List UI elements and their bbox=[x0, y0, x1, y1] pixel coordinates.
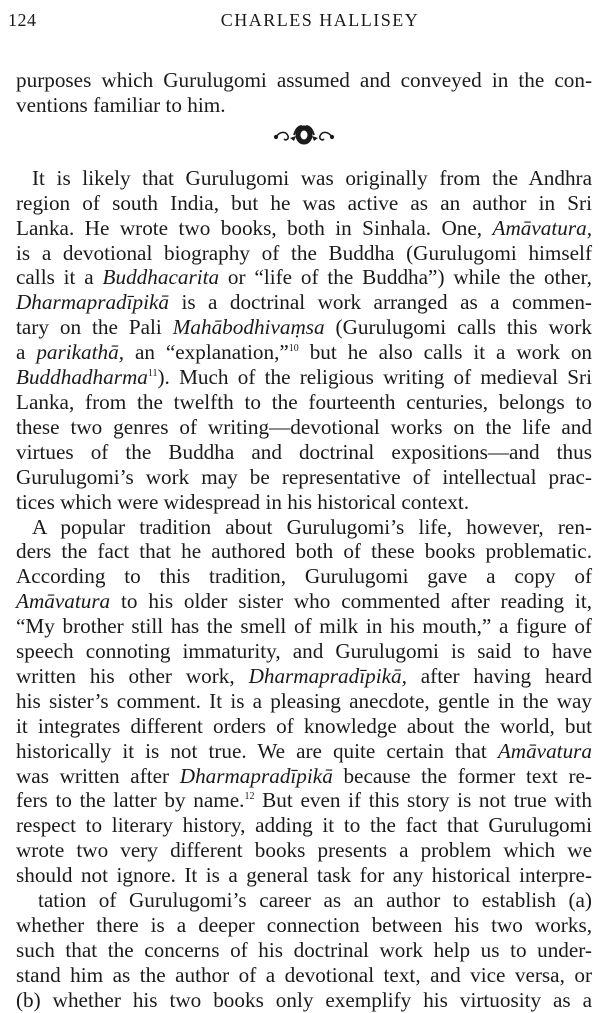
text-line: Lanka. He wrote two books, both in Sinhala. One, Amāvatura, bbox=[16, 215, 592, 240]
text-line: virtues of the Buddha and doctrinal expositions—and thus bbox=[16, 439, 592, 464]
running-head: CHARLES HALLISEY bbox=[220, 10, 420, 30]
text-line: these two genres of writing—devotional works on the life and bbox=[16, 414, 592, 439]
page-number: 124 bbox=[8, 10, 37, 30]
text-line: ventions familiar to him. bbox=[16, 92, 226, 117]
text-line: is a devotional biography of the Buddha (Gurulugomi himself bbox=[16, 240, 592, 265]
text-line: a parikathā, an “explanation,”$^{10}$ but he also calls it a work on bbox=[16, 340, 593, 365]
text-line: A popular tradition about Gurulugomi’s life, however, ren- bbox=[32, 514, 592, 539]
text-line: should not ignore. It is a general task for any historical interpre- bbox=[16, 863, 592, 888]
text-line: calls it a Buddhacarita or “life of the Buddha”) while the other, bbox=[16, 265, 592, 290]
text-line: fers to the latter by name.$^{12}$ But even if this story is not true with bbox=[16, 788, 592, 813]
footnote-ref: 11 bbox=[147, 368, 158, 380]
text-line: written his other work, Dharmapradīpikā, after having heard bbox=[16, 663, 592, 688]
footnote-ref: 12 bbox=[244, 791, 255, 803]
text-line: speech connoting immaturity, and Gurulugomi is said to have bbox=[16, 639, 592, 664]
text-line: tation of Gurulugomi’s career as an author to establish (a) bbox=[38, 888, 592, 913]
text-line: Gurulugomi’s work may be representative of intellectual prac- bbox=[16, 464, 592, 489]
text-line: Lanka, from the twelfth to the fourteenth centuries, belongs to bbox=[16, 389, 592, 414]
text-line: region of south India, but he was active as an author in Sri bbox=[16, 190, 592, 215]
text-line: stand him as the author of a devotional text, and vice versa, or bbox=[16, 962, 592, 987]
fleuron-ornament-icon bbox=[16, 120, 592, 154]
text-line: tary on the Pali Mahābodhivaṃsa (Gurulugomi calls this work bbox=[16, 315, 592, 340]
text-line: It is likely that Gurulugomi was originally from the Andhra bbox=[32, 165, 592, 190]
text-line: (b) whether his two books only exemplify his virtuosity as a bbox=[16, 987, 592, 1012]
text-line: whether there is a deeper connection between his two works, bbox=[16, 913, 592, 937]
text-line: his sister’s comment. It is a pleasing anecdote, gentle in the way bbox=[16, 688, 592, 713]
text-line: Amāvatura to his older sister who commented after reading it, bbox=[16, 589, 592, 614]
footnote-ref: 10 bbox=[288, 343, 299, 355]
page-header bbox=[0, 6, 600, 32]
text-line: purposes which Gurulugomi assumed and conveyed in the con- bbox=[16, 68, 592, 92]
text-line: ders the fact that he authored both of these books problematic. bbox=[16, 539, 592, 564]
text-line: tices which were widespread in his historical context. bbox=[16, 489, 470, 514]
text-line: According to this tradition, Gurulugomi gave a copy of bbox=[16, 564, 592, 589]
text-line: it integrates different orders of knowledge about the world, but bbox=[16, 713, 592, 738]
text-line: Buddhadharma$^{11}$). Much of the religious writing of medieval Sri bbox=[16, 365, 592, 390]
text-line: such that the concerns of his doctrinal work help us to under- bbox=[16, 937, 592, 962]
text-line: “My brother still has the smell of milk in his mouth,” a figure of bbox=[16, 614, 592, 639]
text-line: wrote two very different books presents a problem which we bbox=[16, 838, 592, 863]
text-line: Dharmapradīpikā is a doctrinal work arranged as a commen- bbox=[16, 290, 592, 315]
text-line: respect to literary history, adding it to the fact that Gurulugomi bbox=[16, 813, 592, 838]
body-text bbox=[16, 68, 592, 1013]
text-line: historically it is not true. We are quite certain that Amāvatura bbox=[16, 738, 592, 763]
text-line: was written after Dharmapradīpikā because the former text re- bbox=[16, 763, 592, 788]
